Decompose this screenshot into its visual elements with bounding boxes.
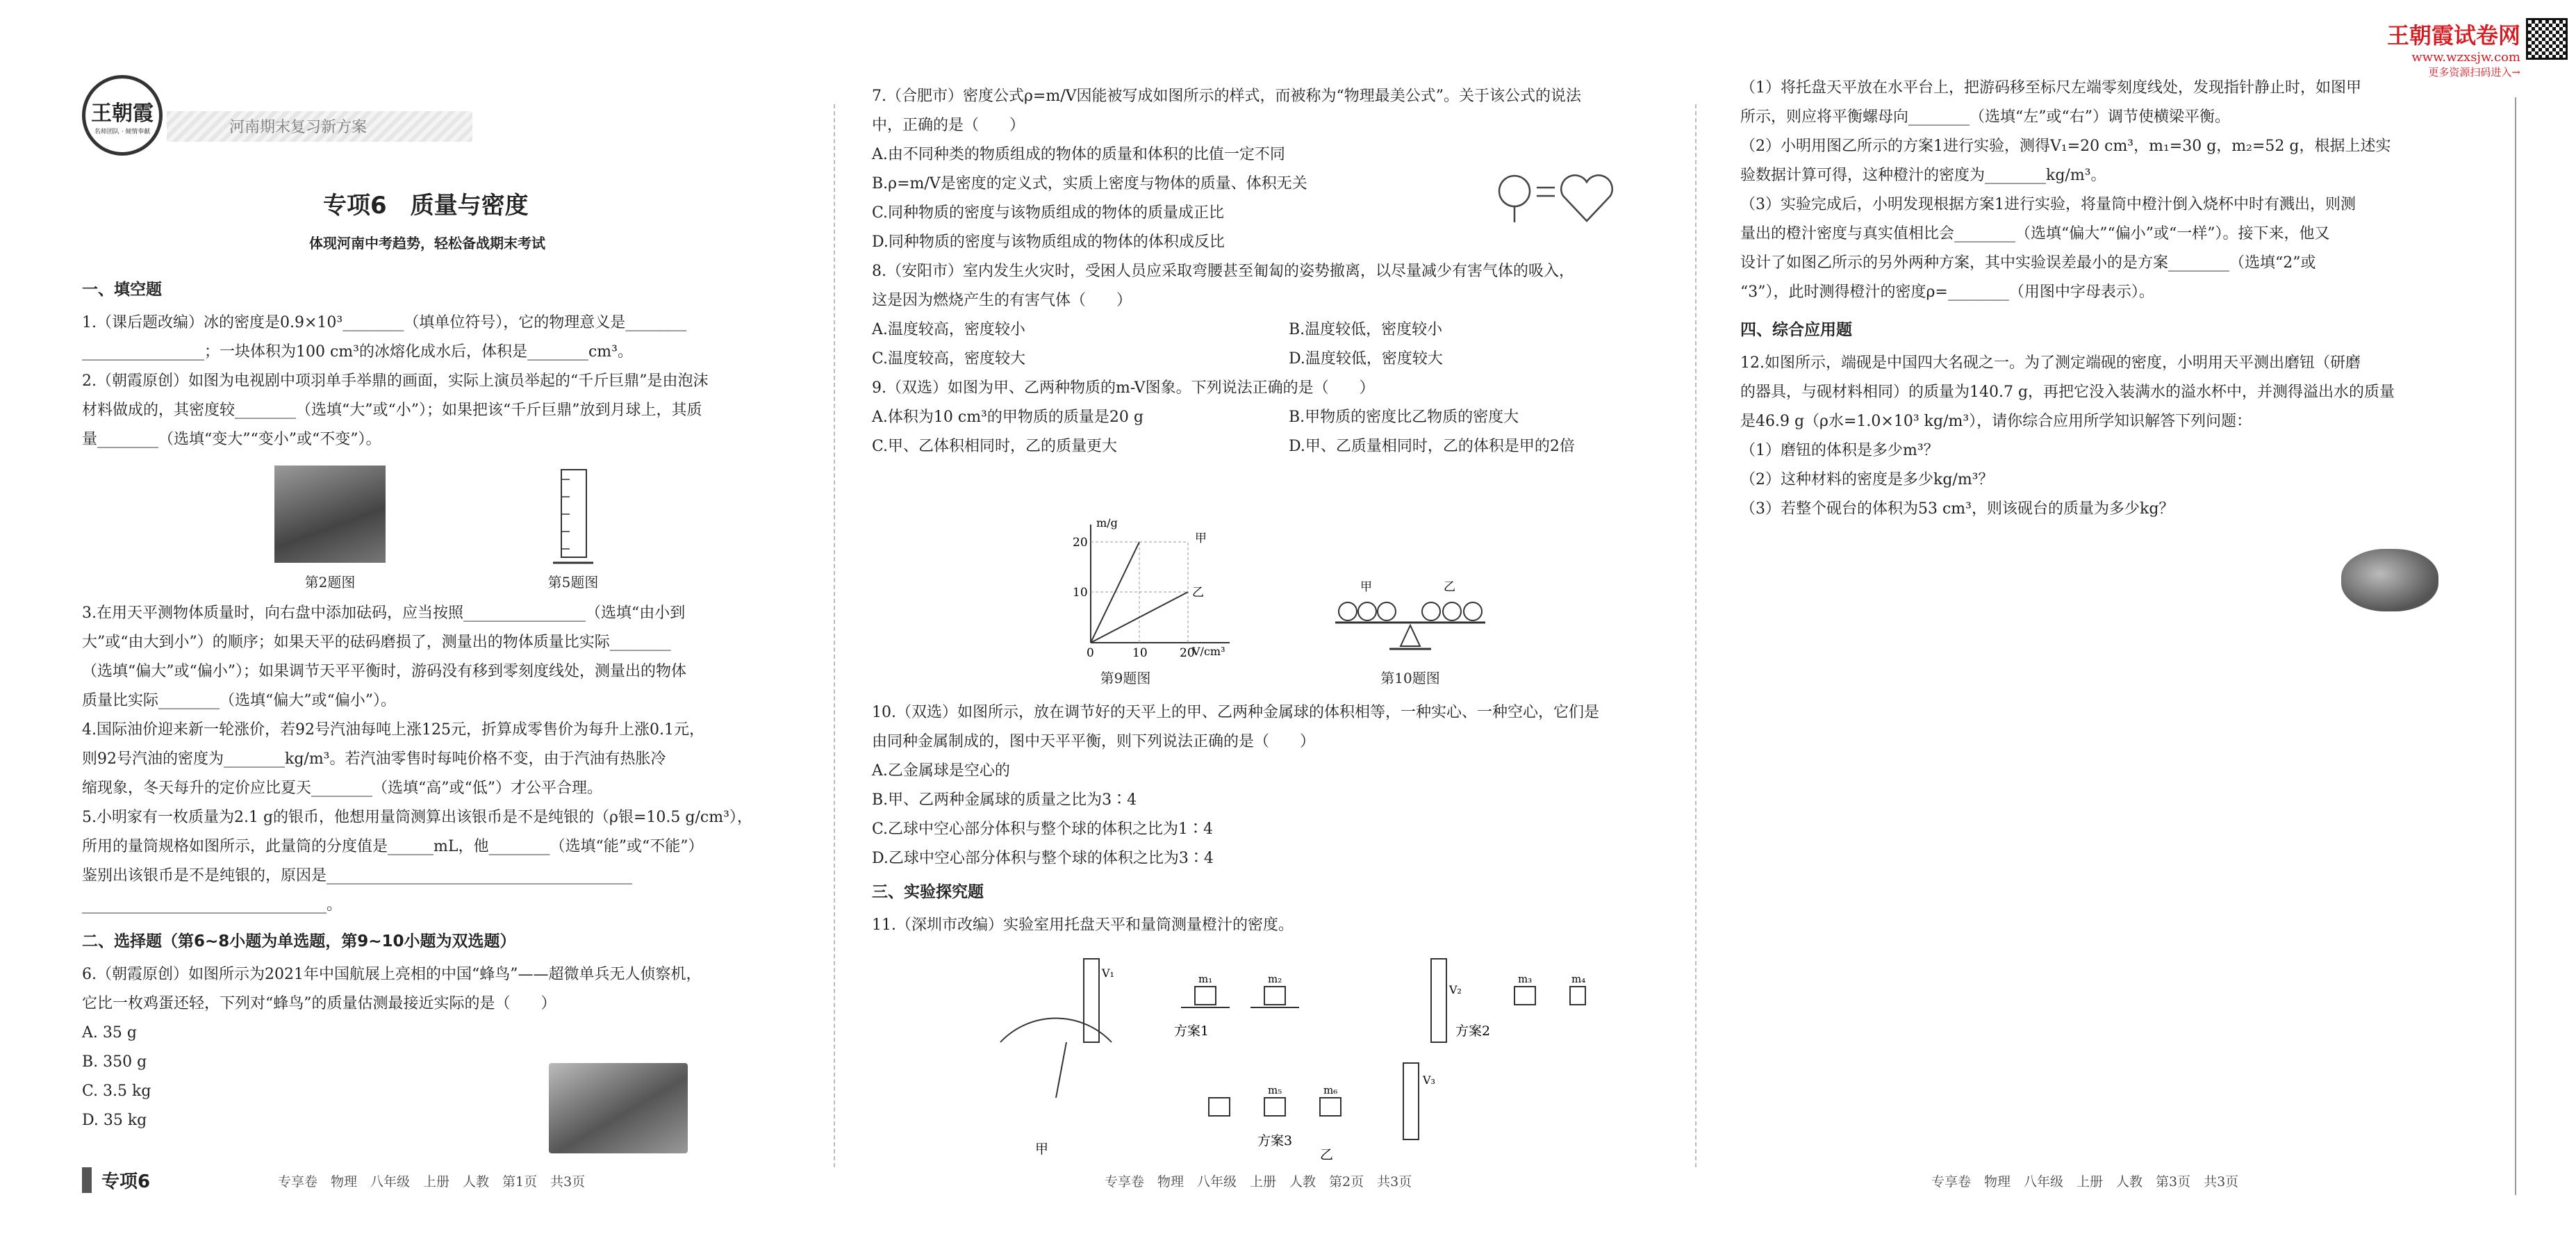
section-choice: 二、选择题（第6~8小题为单选题，第9~10小题为双选题） <box>82 932 516 950</box>
section-application: 四、综合应用题 <box>1740 321 1852 339</box>
option: B.甲、乙两种金属球的质量之比为3∶4 <box>872 791 1137 809</box>
x-tick: 20 <box>1180 646 1195 660</box>
v1-label: V₁ <box>1102 966 1114 980</box>
series-yi-label: 乙 <box>1192 586 1204 600</box>
brand-more: 更多资源扫码进入→ <box>2428 66 2520 79</box>
option: C.乙球中空心部分体积与整个球的体积之比为1∶4 <box>872 821 1214 838</box>
option: B. 350 g <box>82 1053 147 1071</box>
fig-yi-label: 乙 <box>1320 1147 1334 1160</box>
m3-label: m₃ <box>1518 973 1533 985</box>
question-line: 大”或“由大到小”）的顺序；如果天平的砝码磨损了，测量出的物体质量比实际________ <box>82 634 671 651</box>
scheme-1-label: 方案1 <box>1174 1023 1209 1039</box>
question-line: 所用的量筒规格如图所示，此量筒的分度值是______mL，他________（选填“能”或“不能”） <box>82 838 704 855</box>
fig9-caption: 第9题图 <box>1100 670 1151 686</box>
figure-5-cylinder <box>549 466 597 568</box>
qr-code-icon[interactable] <box>2526 18 2568 60</box>
series-jia-label: 甲 <box>1195 532 1207 545</box>
question-line: 由同种金属制成的，图中天平平衡，则下列说法正确的是（ ） <box>872 733 1316 750</box>
option: A. 35 g <box>82 1024 137 1042</box>
question-line: （选填“偏大”或“偏小”）；如果调节天平平衡时，游码没有移到零刻度线处，测量出的物体 <box>82 663 686 680</box>
column-2 <box>872 82 1678 461</box>
logo-text: 王朝霞 <box>91 101 154 126</box>
column-3 <box>1740 74 2504 524</box>
fig10-caption: 第10题图 <box>1380 670 1440 686</box>
question-line: 量________（选填“变大”“变小”或“不变”）。 <box>82 431 381 448</box>
question-line: （3）实验完成后，小明发现根据方案1进行实验，将量筒中橙汁倒入烧杯中时有溅出，则测 <box>1740 196 2356 213</box>
question-line: 中，正确的是（ ） <box>872 117 1025 134</box>
question-line: 2.（朝霞原创）如图为电视剧中项羽单手举鼎的画面，实际上演员举起的“千斤巨鼎”是由泡沫 <box>82 372 709 390</box>
section-experiment: 三、实验探究题 <box>872 883 984 901</box>
question-line: 5.小明家有一枚质量为2.1 g的银币，他想用量筒测算出该银币是不是纯银的（ρ银=10.5 g/cm³）， <box>82 809 752 826</box>
option: A.乙金属球是空心的 <box>872 762 1010 780</box>
formula-heart-figure <box>1494 167 1619 229</box>
question-line: 设计了如图乙所示的另外两种方案，其中实验误差最小的是方案________（选填“2”或 <box>1740 254 2316 272</box>
x-tick: 0 <box>1087 646 1094 660</box>
fig2-caption: 第2题图 <box>304 574 356 591</box>
v2-label: V₂ <box>1449 983 1462 996</box>
logo <box>82 75 163 156</box>
option: B.ρ=m/V是密度的定义式，实质上密度与物体的质量、体积无关 <box>872 175 1307 192</box>
graph-ylabel: m/g <box>1096 516 1118 529</box>
question-line: 量出的橙汁密度与真实值相比会________（选填“偏大”“偏小”或“一样”）。接下来，他又 <box>1740 225 2330 242</box>
m6-label: m₆ <box>1323 1084 1338 1096</box>
question-line: （2）小明用图乙所示的方案1进行实验，测得V₁=20 cm³，m₁=30 g，m₂=52 g，根据上述实 <box>1740 138 2391 155</box>
option: D. 35 kg <box>82 1112 147 1129</box>
question-line: 11.（深圳市改编）实验室用托盘天平和量筒测量橙汁的密度。 <box>872 916 1294 934</box>
m4-label: m₄ <box>1571 973 1586 985</box>
column-divider <box>834 104 835 1167</box>
question-line: 10.（双选）如图所示，放在调节好的天平上的甲、乙两种金属球的体积相等，一种实心、一种空心，它们是 <box>872 704 1599 721</box>
fig5-caption: 第5题图 <box>547 574 599 591</box>
question-line: 12.如图所示，端砚是中国四大名砚之一。为了测定端砚的密度，小明用天平测出磨钮（研磨 <box>1740 354 2361 372</box>
option: C.温度较高，密度较大 <box>872 350 1026 368</box>
page-subtitle: 体现河南中考趋势，轻松备战期末考试 <box>309 235 545 252</box>
option: C. 3.5 kg <box>82 1083 151 1100</box>
header-banner <box>167 111 472 142</box>
brand-url: www.wzxsjw.com <box>2411 50 2520 65</box>
option: A.体积为10 cm³的甲物质的质量是20 g <box>872 409 1143 426</box>
m2-label: m₂ <box>1268 973 1282 985</box>
figure-2-photo <box>274 466 386 563</box>
column-1 <box>82 271 804 454</box>
option: B.温度较低，密度较小 <box>1289 321 1443 338</box>
mv-graph <box>1063 514 1244 660</box>
question-line: ________________________________。 <box>82 896 342 914</box>
question-line: （2）这种材料的密度是多少kg/m³？ <box>1740 471 1994 488</box>
question-line: “3”），此时测得橙汁的密度ρ=________（用图中字母表示）。 <box>1740 283 2154 301</box>
question-line: （3）若整个砚台的体积为53 cm³，则该砚台的质量为多少kg？ <box>1740 500 2174 518</box>
question-line: 6.（朝霞原创）如图所示为2021年中国航展上亮相的中国“蜂鸟”——超微单兵无人侦察机， <box>82 966 702 983</box>
question-line: 9.（双选）如图为甲、乙两种物质的m-V图象。下列说法正确的是（ ） <box>872 379 1375 397</box>
inkstone-photo <box>2341 549 2438 611</box>
scheme-3-label: 方案3 <box>1257 1133 1293 1149</box>
footer-page2: 专享卷 物理 八年级 上册 人教 第2页 共3页 <box>1105 1174 1412 1190</box>
banner-text: 河南期末复习新方案 <box>229 119 368 136</box>
y-tick: 10 <box>1073 586 1088 600</box>
footer-page1: 专享卷 物理 八年级 上册 人教 第1页 共3页 <box>278 1174 586 1190</box>
question-line: 3.在用天平测物体质量时，向右盘中添加砝码，应当按照________________（选填“由小到 <box>82 604 686 622</box>
section-fill: 一、填空题 <box>82 281 162 299</box>
question-line: 质量比实际________（选填“偏大”或“偏小”）。 <box>82 692 396 709</box>
question-line: 的器具，与砚材料相同）的质量为140.7 g，再把它没入装满水的溢水杯中，并测得溢出水的质量 <box>1740 384 2395 401</box>
footer-tag: 专项6 <box>82 1167 150 1193</box>
ball-jia-label: 甲 <box>1360 580 1372 594</box>
balance-figure <box>1327 577 1494 660</box>
m5-label: m₅ <box>1268 1084 1282 1096</box>
x-tick: 10 <box>1132 646 1148 660</box>
question-line: 它比一枚鸡蛋还轻，下列对“蜂鸟”的质量估测最接近实际的是（ ） <box>82 995 556 1012</box>
scheme-2-label: 方案2 <box>1455 1023 1491 1039</box>
question-line: 缩现象，冬天每升的定价应比夏天________（选填“高”或“低”）才公平合理。 <box>82 780 602 797</box>
option: A.由不同种类的物质组成的物体的质量和体积的比值一定不同 <box>872 146 1285 163</box>
footer-page3: 专享卷 物理 八年级 上册 人教 第3页 共3页 <box>1931 1174 2239 1190</box>
option: A.温度较高，密度较小 <box>872 321 1025 338</box>
logo-sub: 名师团队 · 倾情奉献 <box>94 128 151 135</box>
v3-label: V₃ <box>1423 1073 1435 1087</box>
m1-label: m₁ <box>1198 973 1213 985</box>
y-tick: 20 <box>1073 536 1088 550</box>
question-line: 材料做成的，其密度较________（选填“大”或“小”）；如果把该“千斤巨鼎”放到月球上，其质 <box>82 402 702 419</box>
ball-yi-label: 乙 <box>1444 580 1455 594</box>
brand-block <box>2333 18 2520 79</box>
question-line: 7.（合肥市）密度公式ρ=m/V因能被写成如图所示的样式，而被称为“物理最美公式”。关于该公式的说法 <box>872 88 1582 105</box>
question-line: 验数据计算可得，这种橙汁的密度为________kg/m³。 <box>1740 167 2106 184</box>
page-title: 专项6 质量与密度 <box>323 192 529 220</box>
option: B.甲物质的密度比乙物质的密度大 <box>1289 409 1519 426</box>
question-line: 4.国际油价迎来新一轮涨价，若92号汽油每吨上涨125元，折算成零售价为每升上涨0.1元， <box>82 721 704 739</box>
option: D.乙球中空心部分体积与整个球的体积之比为3∶4 <box>872 850 1214 867</box>
question-line: 则92号汽油的密度为________kg/m³。若汽油零售时每吨价格不变，由于汽油有热胀冷 <box>82 750 666 768</box>
graph-xlabel: V/cm³ <box>1192 645 1225 658</box>
drone-photo <box>549 1063 688 1153</box>
brand-name: 王朝霞试卷网 <box>2386 22 2520 49</box>
question-line: 这是因为燃烧产生的有害气体（ ） <box>872 292 1132 309</box>
question-line: 1.（课后题改编）冰的密度是0.9×10³________（填单位符号），它的物理意义是________ <box>82 314 687 331</box>
experiment-figure <box>986 952 1598 1160</box>
option: D.同种物质的密度与该物质组成的物体的体积成反比 <box>872 233 1225 251</box>
fig-jia-label: 甲 <box>1035 1142 1049 1157</box>
column-divider <box>1695 104 1696 1167</box>
question-line: 是46.9 g（ρ水=1.0×10³ kg/m³），请你综合应用所学知识解答下列问题： <box>1740 413 2252 430</box>
question-line: 8.（安阳市）室内发生火灾时，受困人员应采取弯腰甚至匍匐的姿势撤离，以尽量减少有害气体的吸入， <box>872 263 1574 280</box>
column-1-b <box>82 599 804 1135</box>
option: D.温度较低，密度较大 <box>1289 350 1443 368</box>
column-2-b <box>872 698 1678 940</box>
question-line: 鉴别出该银币是不是纯银的，原因是________________________________________ <box>82 867 633 884</box>
question-line: （1）磨钮的体积是多少m³？ <box>1740 442 1939 459</box>
question-line: 所示，则应将平衡螺母向________（选填“左”或“右”）调节使横梁平衡。 <box>1740 108 2230 126</box>
option: C.同种物质的密度与该物质组成的物体的质量成正比 <box>872 204 1225 222</box>
question-line: ________________；一块体积为100 cm³的冰熔化成水后，体积是________cm³。 <box>82 343 633 361</box>
option: C.甲、乙体积相同时，乙的质量更大 <box>872 438 1118 455</box>
question-line: （1）将托盘天平放在水平台上，把游码移至标尺左端零刻度线处，发现指针静止时，如图甲 <box>1740 79 2362 97</box>
option: D.甲、乙质量相同时，乙的体积是甲的2倍 <box>1289 438 1575 455</box>
binding-line <box>2515 97 2516 1195</box>
